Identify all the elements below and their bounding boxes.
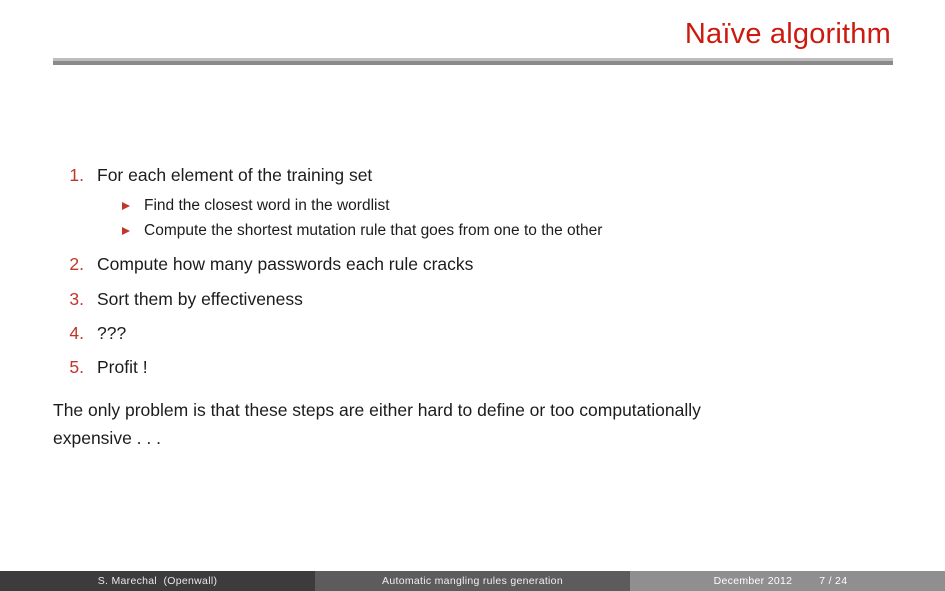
list-item-text: For each element of the training set (97, 165, 373, 185)
list-item-number: 3. (69, 289, 84, 309)
footer-date: December 2012 (713, 575, 793, 587)
footer-page-number: 7 / 24 (819, 575, 848, 587)
list-item-number: 5. (69, 357, 84, 377)
list-item-5 (0, 357, 945, 381)
sub-list-item-text: Compute the shortest mutation rule that goes from one to the other (144, 222, 603, 239)
sub-list-item-text: Find the closest word in the wordlist (144, 197, 390, 214)
list-item-1 (0, 165, 945, 189)
closing-paragraph-line: expensive . . . (53, 428, 161, 448)
sub-list-item-1 (0, 197, 945, 217)
sub-list-item-2 (0, 222, 945, 242)
list-item-text: Compute how many passwords each rule cracks (97, 254, 474, 274)
closing-paragraph-line: The only problem is that these steps are either hard to define or too computationally (53, 400, 701, 420)
triangle-bullet-icon (122, 202, 130, 210)
list-item-number: 1. (69, 165, 84, 185)
list-item-number: 4. (69, 323, 84, 343)
list-item-text: ??? (97, 323, 127, 343)
list-item-text: Sort them by effectiveness (97, 289, 303, 309)
footer-bar (0, 571, 945, 591)
footer-date-page (630, 571, 945, 591)
closing-paragraph (53, 396, 913, 452)
triangle-bullet-icon (122, 227, 130, 235)
title-separator-rule (53, 58, 893, 65)
list-item-text: Profit ! (97, 357, 148, 377)
list-item-2 (0, 254, 945, 278)
list-item-4 (0, 323, 945, 347)
list-item-3 (0, 289, 945, 313)
slide-title: Naïve algorithm (684, 18, 891, 50)
list-item-number: 2. (69, 254, 84, 274)
footer-talk-title: Automatic mangling rules generation (315, 571, 630, 591)
footer-author: S. Marechal (Openwall) (0, 571, 315, 591)
